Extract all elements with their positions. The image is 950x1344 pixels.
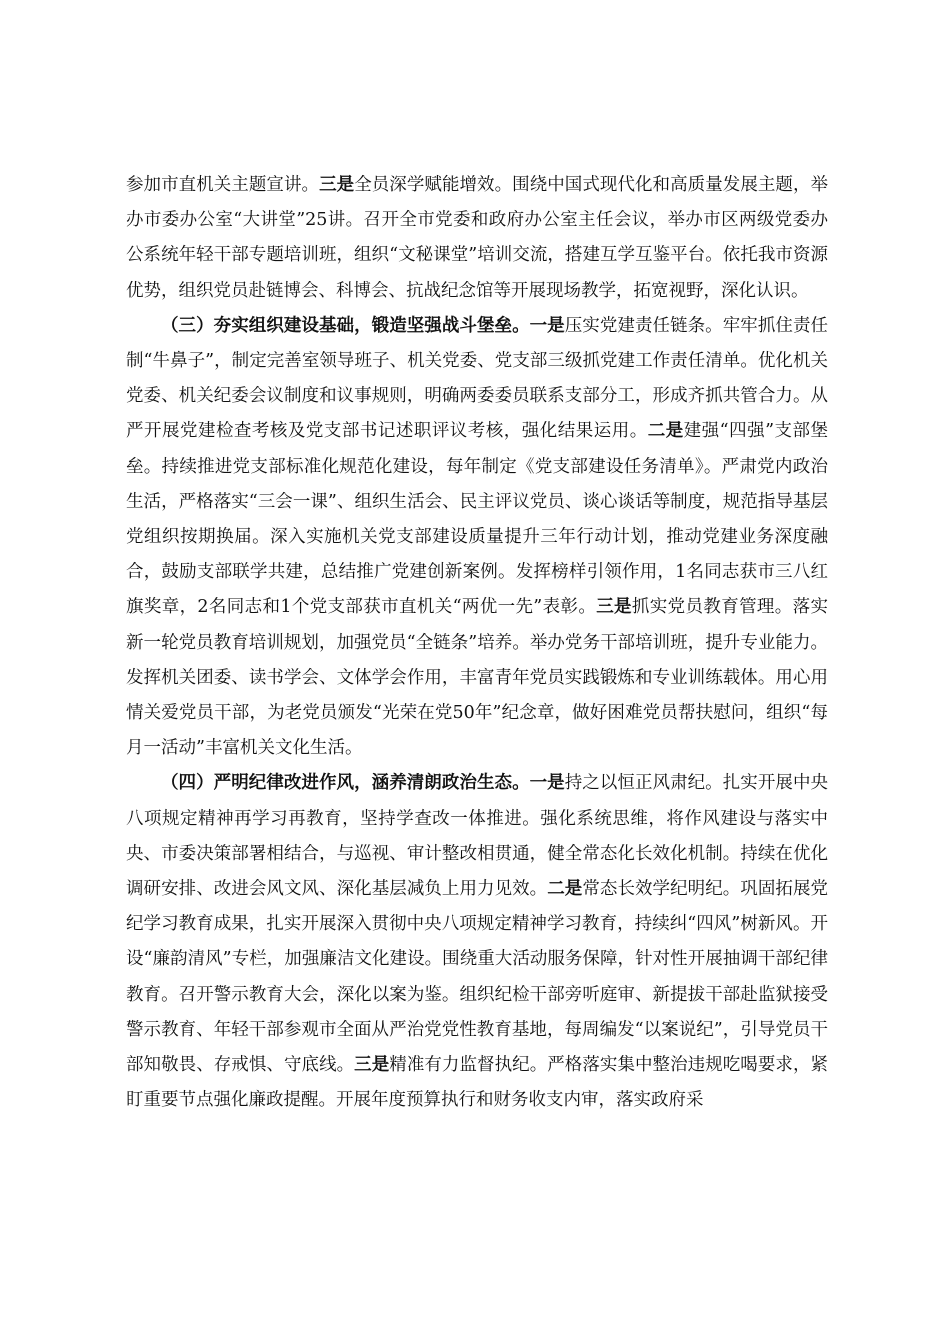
text-run: 持之以恒正风肃纪。扎实开展中央八项规定精神再学习再教育，坚持学查改一体推进。强化系统思维，将作风建设与落实中央、市委决策部署相结合，与巡视、审计整改相贯通，健全常态化长效化机制。持续在优化调研安排、改进会风文风、深化基层减负上用力见效。 bbox=[126, 773, 829, 900]
bold-text-run: 三是 bbox=[319, 175, 355, 195]
text-run: 抓实党员教育管理。落实新一轮党员教育培训规划，加强党员“全链条”培养。举办党务干部培训班，提升专业能力。发挥机关团委、读书学会、文体学会作用，丰富青年党员实践锻炼和专业训练载体。用心用情关爱党员干部，为老党员颁发“光荣在党50年”纪念章，做好困难党员帮扶慰问，组织“每月一活动”丰富机关文化生活。 bbox=[126, 597, 829, 759]
text-run: 建强“四强”支部堡垒。持续推进党支部标准化规范化建设，每年制定《党支部建设任务清单》。严肃党内政治生活，严格落实“三会一课”、组织生活会、民主评议党员、谈心谈话等制度，规范指导基层党组织按期换届。深入实施机关党支部建设质量提升三年行动计划，推动党建业务深度融合，鼓励支部联学共建，总结推广党建创新案例。发挥榜样引领作用，1名同志获市三八红旗奖章，2名同志和1个党支部获市直机关“两优一先”表彰。 bbox=[126, 421, 828, 618]
bold-text-run: 二是 bbox=[547, 879, 583, 900]
text-run: 压实党建责任链条。牢牢抓住责任制“牛鼻子”，制定完善室领导班子、机关党委、党支部三级抓党建工作责任清单。优化机关党委、机关纪委会议制度和议事规则，明确两委委员联系支部分工，形成齐抓共管合力。从严开展党建检查考核及党支部书记述职评议考核，强化结果运用。 bbox=[126, 315, 829, 442]
section-heading: （四）严明纪律改进作风，涵养清朗政治生态。一是 bbox=[161, 773, 565, 794]
bold-text-run: 三是 bbox=[354, 1055, 390, 1076]
text-run: 常态长效学纪明纪。巩固拓展党纪学习教育成果，扎实开展深入贯彻中央八项规定精神学习教育，持续纠“四风”树新风。开设“廉韵清风”专栏，加强廉洁文化建设。围绕重大活动服务保障，针对性开展抽调干部纪律教育。召开警示教育大会，深化以案为鉴。组织纪检干部旁听庭审、新提拔干部赴监狱接受警示教育、年轻干部参观市全面从严治党党性教育基地，每周编发“以案说纪”，引导党员干部知敬畏、存戒惧、守底线。 bbox=[126, 879, 829, 1076]
text-run: 全员深学赋能增效。围绕中国式现代化和高质量发展主题，举办市委办公室“大讲堂”25讲。召开全市党委和政府办公室主任会议，举办市区两级党委办公系统年轻干部专题培训班，组织“文秘课堂”培训交流，搭建互学互鉴平台。依托我市资源优势，组织党员赴链博会、科博会、抗战纪念馆等开展现场教学，拓宽视野，深化认识。 bbox=[126, 175, 829, 301]
bold-text-run: 二是 bbox=[647, 421, 684, 442]
document-page bbox=[126, 168, 828, 1118]
section-3-paragraph bbox=[126, 309, 828, 767]
text-run: 参加市直机关主题宣讲。 bbox=[126, 175, 320, 195]
bold-text-run: 三是 bbox=[596, 597, 632, 618]
section-heading: （三）夯实组织建设基础，锻造坚强战斗堡垒。一是 bbox=[161, 315, 565, 336]
text-run: 精准有力监督执纪。严格落实集中整治违规吃喝要求，紧盯重要节点强化廉政提醒。开展年度预算执行和财务收支内审，落实政府采 bbox=[126, 1055, 829, 1111]
paragraph bbox=[126, 168, 828, 309]
section-4-paragraph bbox=[126, 766, 828, 1118]
